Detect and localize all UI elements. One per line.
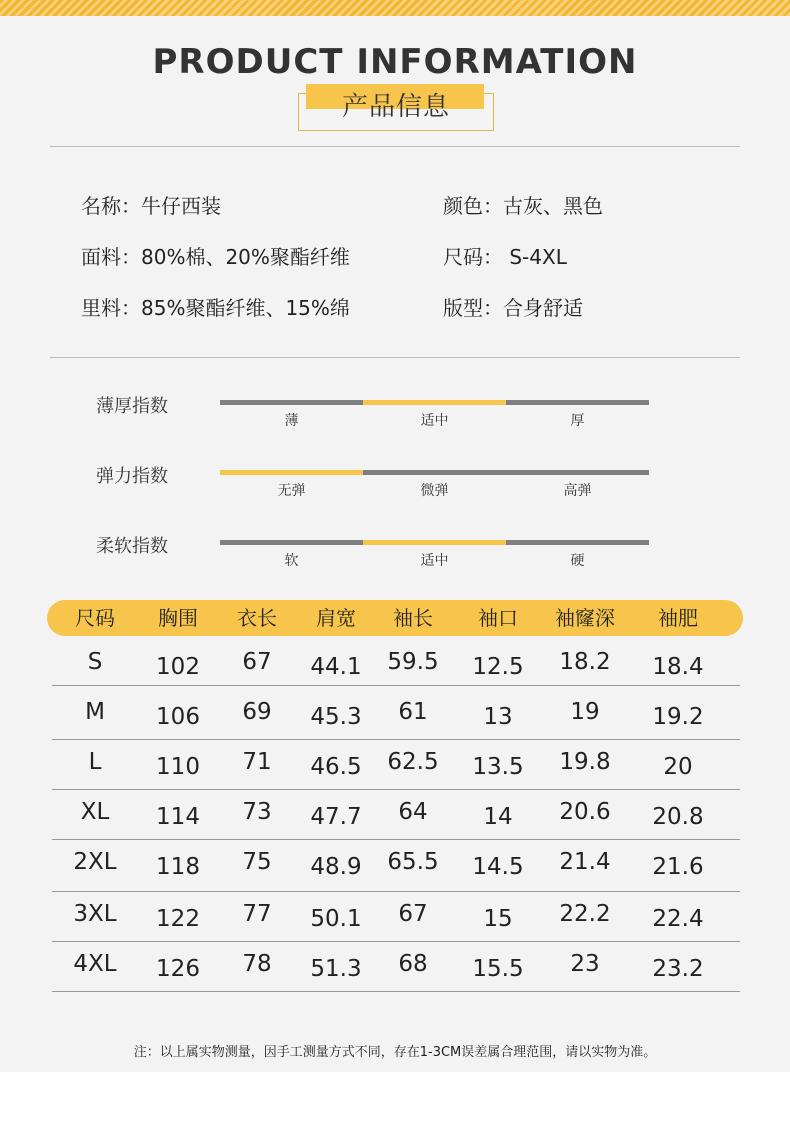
size-label-cell: 2XL bbox=[73, 849, 117, 875]
table-header-cell: 肩宽 bbox=[316, 606, 356, 630]
table-cell: 69 bbox=[242, 699, 272, 725]
index-label: 弹力指数 bbox=[96, 466, 168, 487]
table-cell: 22.2 bbox=[559, 901, 611, 927]
table-row bbox=[52, 690, 740, 740]
index-option-label: 微弹 bbox=[420, 483, 449, 499]
table-cell: 18.2 bbox=[559, 649, 611, 675]
table-cell: 114 bbox=[156, 804, 200, 830]
table-cell: 13 bbox=[483, 704, 513, 730]
table-cell: 61 bbox=[398, 699, 428, 725]
table-cell: 51.3 bbox=[310, 956, 362, 982]
info-name: 名称：牛仔西装 bbox=[81, 194, 221, 218]
table-cell: 19.8 bbox=[559, 749, 611, 775]
table-cell: 65.5 bbox=[387, 849, 439, 875]
table-cell: 18.4 bbox=[652, 654, 704, 680]
table-cell: 20.8 bbox=[652, 804, 704, 830]
index-option-label: 硬 bbox=[570, 553, 585, 569]
size-label-cell: L bbox=[88, 749, 102, 775]
table-cell: 12.5 bbox=[472, 654, 524, 680]
table-cell: 21.6 bbox=[652, 854, 704, 880]
table-cell: 14 bbox=[483, 804, 513, 830]
table-header-cell: 尺码 bbox=[75, 606, 115, 630]
info-fabric: 面料：80%棉、20%聚酯纤维 bbox=[81, 245, 350, 269]
size-table-header bbox=[47, 600, 743, 636]
table-header-cell: 袖肥 bbox=[658, 606, 698, 630]
table-cell: 62.5 bbox=[387, 749, 439, 775]
index-label: 薄厚指数 bbox=[96, 396, 168, 417]
table-cell: 47.7 bbox=[310, 804, 362, 830]
table-cell: 19.2 bbox=[652, 704, 704, 730]
table-row bbox=[52, 892, 740, 942]
table-cell: 50.1 bbox=[310, 906, 362, 932]
index-label: 柔软指数 bbox=[96, 536, 168, 557]
info-size: 尺码： S-4XL bbox=[443, 245, 567, 269]
table-row bbox=[52, 790, 740, 840]
table-cell: 13.5 bbox=[472, 754, 524, 780]
table-cell: 22.4 bbox=[652, 906, 704, 932]
row-divider bbox=[52, 991, 740, 992]
index-segment bbox=[220, 400, 363, 405]
index-bar bbox=[220, 470, 649, 499]
table-cell: 118 bbox=[156, 854, 200, 880]
index-segment bbox=[220, 470, 363, 475]
index-bar bbox=[220, 400, 649, 429]
table-cell: 68 bbox=[398, 951, 428, 977]
measurement-note: 注：以上属实物测量，因手工测量方式不同，存在1-3CM误差属合理范围，请以实物为准。 bbox=[133, 1045, 657, 1060]
table-cell: 110 bbox=[156, 754, 200, 780]
table-cell: 20 bbox=[663, 754, 693, 780]
table-cell: 23.2 bbox=[652, 956, 704, 982]
size-label-cell: S bbox=[87, 649, 103, 675]
table-cell: 14.5 bbox=[472, 854, 524, 880]
index-option-label: 无弹 bbox=[277, 483, 306, 499]
table-cell: 48.9 bbox=[310, 854, 362, 880]
table-cell: 78 bbox=[242, 951, 272, 977]
index-option-label: 高弹 bbox=[563, 483, 592, 499]
table-cell: 75 bbox=[242, 849, 272, 875]
table-cell: 59.5 bbox=[387, 649, 439, 675]
table-cell: 20.6 bbox=[559, 799, 611, 825]
table-cell: 45.3 bbox=[310, 704, 362, 730]
divider-top bbox=[50, 146, 740, 147]
table-header-cell: 袖长 bbox=[393, 606, 433, 630]
size-label-cell: XL bbox=[80, 799, 110, 825]
index-option-label: 适中 bbox=[420, 553, 449, 569]
table-header-cell: 胸围 bbox=[158, 606, 198, 630]
table-row bbox=[52, 740, 740, 790]
index-segment bbox=[506, 470, 649, 475]
title-chinese: 产品信息 bbox=[341, 92, 450, 122]
table-cell: 71 bbox=[242, 749, 272, 775]
title-english: PRODUCT INFORMATION bbox=[152, 42, 638, 82]
index-segment bbox=[506, 400, 649, 405]
index-option-label: 适中 bbox=[420, 413, 449, 429]
table-cell: 64 bbox=[398, 799, 428, 825]
info-lining: 里料：85%聚酯纤维、15%绵 bbox=[81, 296, 350, 320]
table-header-cell: 袖窿深 bbox=[555, 606, 615, 630]
table-cell: 122 bbox=[156, 906, 200, 932]
index-segment bbox=[363, 540, 506, 545]
size-label-cell: M bbox=[85, 699, 105, 725]
size-label-cell: 3XL bbox=[73, 901, 117, 927]
index-segment bbox=[506, 540, 649, 545]
table-cell: 44.1 bbox=[310, 654, 362, 680]
table-cell: 73 bbox=[242, 799, 272, 825]
table-cell: 67 bbox=[398, 901, 428, 927]
table-cell: 21.4 bbox=[559, 849, 611, 875]
index-segment bbox=[363, 400, 506, 405]
table-cell: 15.5 bbox=[472, 956, 524, 982]
table-cell: 67 bbox=[242, 649, 272, 675]
table-cell: 77 bbox=[242, 901, 272, 927]
table-cell: 46.5 bbox=[310, 754, 362, 780]
index-bar bbox=[220, 540, 649, 569]
table-cell: 102 bbox=[156, 654, 200, 680]
table-cell: 126 bbox=[156, 956, 200, 982]
table-cell: 106 bbox=[156, 704, 200, 730]
row-divider bbox=[52, 685, 740, 686]
divider-middle bbox=[50, 357, 740, 358]
index-segment bbox=[220, 540, 363, 545]
info-color: 颜色：古灰、黑色 bbox=[443, 194, 603, 218]
table-cell: 15 bbox=[483, 906, 513, 932]
index-segment bbox=[363, 470, 506, 475]
table-row bbox=[52, 840, 740, 892]
table-row bbox=[52, 640, 740, 686]
index-option-label: 薄 bbox=[284, 413, 299, 429]
table-header-cell: 袖口 bbox=[478, 606, 518, 630]
index-option-label: 厚 bbox=[570, 413, 585, 429]
table-header-cell: 衣长 bbox=[237, 606, 277, 630]
size-label-cell: 4XL bbox=[73, 951, 117, 977]
table-cell: 19 bbox=[570, 699, 600, 725]
table-row bbox=[52, 942, 740, 992]
index-option-label: 软 bbox=[284, 553, 299, 569]
table-cell: 23 bbox=[570, 951, 600, 977]
info-fit: 版型：合身舒适 bbox=[443, 296, 583, 320]
decorative-stripe bbox=[0, 0, 790, 16]
